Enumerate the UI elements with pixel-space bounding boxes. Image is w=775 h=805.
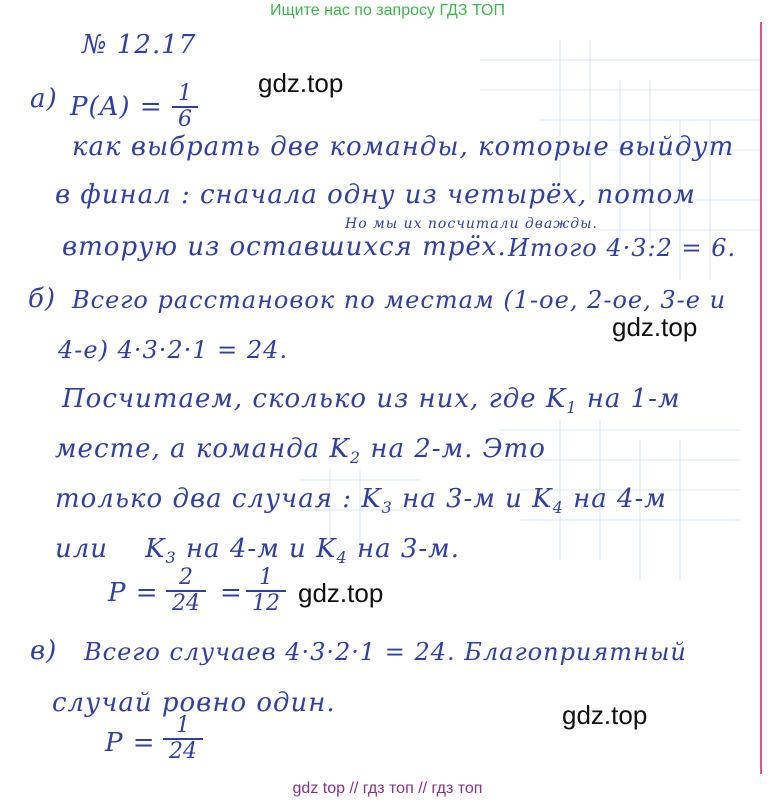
fraction-denominator: 24	[169, 739, 197, 764]
fraction-numerator: 1	[176, 713, 190, 738]
fraction-denominator: 24	[172, 591, 200, 616]
part-a-label: а)	[30, 84, 58, 114]
team-k3	[361, 484, 393, 518]
part-a-fraction	[172, 82, 198, 132]
text-line: как выбрать две команды, которые выйдут	[72, 132, 735, 162]
part-b-label: б)	[28, 284, 57, 314]
bottom-banner: gdz top // гдз топ // гдз топ	[292, 780, 483, 797]
text-segment: или	[55, 534, 109, 564]
text-segment: на 4-м и	[186, 534, 307, 564]
text-line: случай ровно один.	[52, 688, 336, 718]
text-segment: только два случая :	[55, 484, 352, 514]
team-letter: K	[145, 534, 166, 564]
team-letter: K	[532, 484, 553, 514]
part-c-fraction	[163, 714, 203, 764]
part-a-formula: P(A) =	[70, 92, 163, 122]
part-c-p-label: P =	[105, 728, 156, 758]
text-line	[62, 384, 681, 417]
problem-number: № 12.17	[82, 30, 197, 60]
team-k4	[316, 534, 348, 568]
text-segment: на 2-м. Это	[370, 434, 546, 464]
part-b-fraction-2	[246, 566, 286, 616]
inserted-note: Но мы их посчитали дважды.	[345, 216, 598, 232]
team-letter: K	[329, 434, 350, 464]
part-b-fraction-1	[166, 566, 206, 616]
watermark: gdz.top	[258, 68, 344, 98]
team-index: 3	[165, 548, 177, 568]
text-segment: Посчитаем, сколько из них, где	[62, 384, 537, 414]
top-banner: Ищите нас по запросу ГДЗ ТОП	[270, 2, 505, 19]
text-segment: на 3-м и	[402, 484, 523, 514]
watermark: gdz.top	[612, 312, 698, 342]
team-k1	[545, 384, 578, 418]
text-segment: на 3-м.	[356, 534, 460, 564]
text-line-tail: Итого 4·3:2 = 6.	[508, 234, 737, 262]
fraction-numerator: 1	[178, 81, 192, 106]
text-segment: на 4-м	[573, 484, 667, 514]
text-line	[55, 434, 546, 467]
team-index: 1	[566, 398, 578, 418]
part-b-p-label: P =	[108, 578, 159, 608]
team-letter: K	[316, 534, 337, 564]
text-line: в финал : сначала одну из четырёх, потом	[55, 180, 696, 210]
text-segment: на 1-м	[586, 384, 681, 414]
watermark: gdz.top	[562, 700, 648, 730]
text-line: Всего случаев 4·3·2·1 = 24. Благоприятный	[84, 638, 687, 666]
fraction-numerator: 2	[179, 565, 193, 590]
equals-sign: =	[220, 578, 243, 608]
fraction-denominator: 6	[178, 107, 192, 132]
team-index: 3	[381, 498, 393, 518]
text-line: вторую из оставшихся трёх.	[62, 232, 507, 262]
team-letter: K	[545, 384, 567, 414]
team-k3	[145, 534, 177, 568]
text-line: Всего расстановок по местам (1-ое, 2-ое, 3-е и	[72, 286, 727, 314]
team-index: 2	[349, 448, 362, 468]
text-line	[55, 534, 460, 567]
text-line: 4-е) 4·3·2·1 = 24.	[58, 336, 289, 364]
text-segment: месте, а команда	[55, 434, 321, 464]
text-line	[55, 484, 667, 517]
notebook-margin-line	[760, 22, 762, 774]
team-letter: K	[361, 484, 382, 514]
team-index: 4	[336, 548, 348, 568]
team-k4	[532, 484, 564, 518]
fraction-numerator: 1	[259, 565, 273, 590]
watermark: gdz.top	[298, 578, 384, 608]
team-k2	[329, 434, 362, 468]
fraction-denominator: 12	[252, 591, 280, 616]
part-c-label: в)	[30, 636, 58, 666]
team-index: 4	[552, 498, 564, 518]
